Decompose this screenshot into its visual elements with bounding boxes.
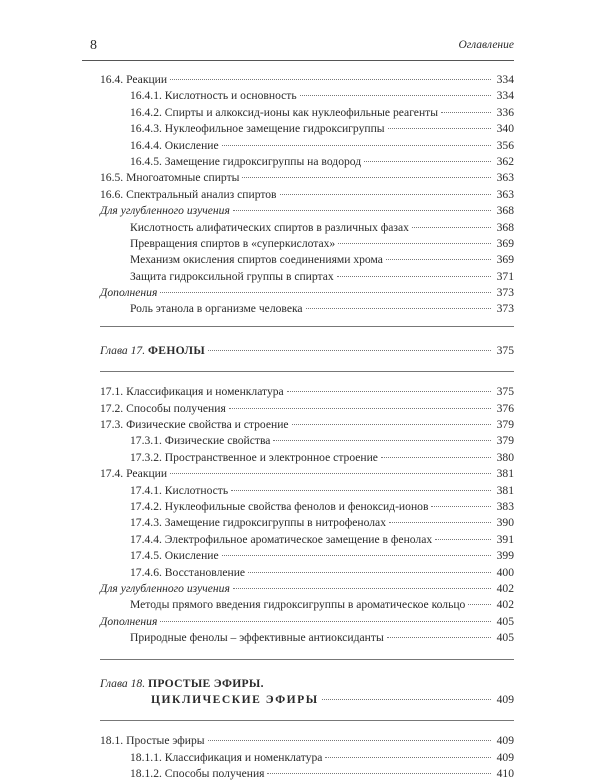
chapter-label: Глава 17.	[100, 343, 146, 357]
section-divider	[100, 326, 514, 327]
toc-entry-label: 17.4. Реакции	[100, 467, 168, 481]
toc-entry[interactable]	[100, 187, 514, 203]
toc-section-17	[100, 384, 514, 646]
toc-entry-label: 17.4.2. Нуклеофильные свойства фенолов и феноксид-ионов	[130, 500, 429, 513]
toc-entry-label: 17.4.5. Окисление	[130, 549, 219, 563]
toc-entry[interactable]	[100, 614, 514, 630]
dot-leader	[338, 242, 491, 244]
toc-entry-label: Дополнения	[100, 614, 158, 628]
toc-entry[interactable]	[100, 733, 514, 749]
dot-leader	[337, 275, 491, 277]
toc-entry-label: 17.3.1. Физические свойства	[130, 434, 271, 448]
toc-section-18	[100, 733, 514, 782]
toc-entry[interactable]	[100, 236, 514, 252]
toc-entry[interactable]	[100, 121, 514, 137]
toc-entry[interactable]	[100, 581, 514, 597]
toc-entry[interactable]	[100, 766, 514, 782]
page-ref: 381	[496, 467, 514, 481]
toc-entry[interactable]	[100, 105, 514, 121]
dot-leader	[233, 587, 491, 589]
toc-entry-label: 18.1. Простые эфиры	[100, 734, 205, 748]
page-header	[82, 38, 514, 61]
dot-leader	[280, 193, 491, 195]
toc-entry[interactable]	[100, 417, 514, 433]
dot-leader	[468, 603, 491, 605]
toc-entry[interactable]	[100, 220, 514, 236]
toc-entry[interactable]	[100, 630, 514, 646]
dot-leader	[273, 439, 491, 441]
page-ref: 380	[496, 450, 514, 464]
toc-entry[interactable]	[100, 285, 514, 301]
chapter-title: ФЕНОЛЫ	[148, 343, 206, 357]
toc-entry-label: Для углубленного изучения	[100, 204, 230, 218]
dot-leader	[208, 349, 491, 351]
running-title: Оглавление	[458, 39, 514, 51]
toc-entry[interactable]	[100, 515, 514, 531]
dot-leader	[306, 307, 491, 309]
page-ref: 390	[496, 516, 514, 530]
toc-entry[interactable]	[100, 88, 514, 104]
dot-leader	[322, 698, 491, 700]
toc-entry[interactable]	[100, 433, 514, 449]
dot-leader	[381, 456, 491, 458]
page-ref: 402	[496, 581, 514, 595]
toc-entry-label: Механизм окисления спиртов соединениями хрома	[130, 253, 383, 267]
toc-entry-label: 17.3. Физические свойства и строение	[100, 418, 289, 432]
chapter-label: Глава 18.	[100, 676, 146, 690]
page-ref: 368	[496, 220, 514, 234]
dot-leader	[267, 772, 491, 774]
page-ref: 405	[496, 631, 514, 645]
toc-entry[interactable]	[100, 72, 514, 88]
page-ref: 375	[496, 385, 514, 399]
toc-entry-label: Природные фенолы – эффективные антиоксиданты	[130, 631, 384, 645]
toc-entry-label: Роль этанола в организме человека	[130, 302, 303, 316]
dot-leader	[300, 94, 491, 96]
page-ref: 369	[496, 253, 514, 267]
page-ref: 373	[496, 302, 514, 316]
toc-entry-label: 16.4. Реакции	[100, 73, 168, 86]
page-ref: 376	[496, 401, 514, 415]
page-ref: 383	[496, 500, 514, 513]
dot-leader	[248, 571, 491, 573]
dot-leader	[389, 521, 491, 523]
dot-leader	[386, 258, 491, 260]
page-ref: 405	[496, 614, 514, 628]
dot-leader	[222, 144, 491, 146]
page-ref: 400	[496, 565, 514, 579]
section-divider	[100, 720, 514, 721]
dot-leader	[387, 636, 491, 638]
page-ref: 409	[496, 734, 514, 748]
dot-leader	[431, 505, 491, 507]
table-of-contents	[100, 72, 514, 783]
toc-entry-label: 18.1.1. Классификация и номенклатура	[130, 750, 323, 764]
dot-leader	[388, 127, 491, 129]
page-ref: 410	[496, 767, 514, 781]
page-ref: 375	[496, 343, 514, 357]
chapter-title-line2: ЦИКЛИЧЕСКИЕ ЭФИРЫ	[151, 692, 319, 706]
dot-leader	[233, 209, 491, 211]
dot-leader	[325, 756, 491, 758]
page-ref: 334	[496, 89, 514, 103]
page-ref: 409	[496, 750, 514, 764]
toc-entry-label: 17.4.3. Замещение гидроксигруппы в нитрофенолах	[130, 516, 387, 530]
dot-leader	[229, 407, 491, 409]
toc-entry[interactable]	[100, 548, 514, 564]
toc-entry[interactable]	[100, 450, 514, 466]
toc-section-16	[100, 72, 514, 318]
toc-entry[interactable]	[100, 384, 514, 400]
dot-leader	[364, 160, 491, 162]
dot-leader	[292, 423, 491, 425]
toc-entry[interactable]	[100, 565, 514, 581]
page-number: 8	[90, 38, 97, 53]
page-ref: 373	[496, 286, 514, 300]
toc-entry-label: Методы прямого введения гидроксигруппы в ароматическое кольцо	[130, 598, 466, 612]
toc-entry[interactable]	[100, 499, 514, 515]
page-ref: 379	[496, 434, 514, 448]
toc-entry-label: 16.4.1. Кислотность и основность	[130, 89, 297, 103]
toc-entry-label: Защита гидроксильной группы в спиртах	[130, 269, 334, 283]
page-ref: 371	[496, 269, 514, 283]
toc-entry[interactable]	[100, 750, 514, 766]
dot-leader	[160, 291, 491, 293]
dot-leader	[242, 176, 491, 178]
toc-entry[interactable]	[100, 597, 514, 613]
toc-entry[interactable]	[100, 401, 514, 417]
toc-entry[interactable]	[100, 203, 514, 219]
toc-entry-label: 16.5. Многоатомные спирты	[100, 171, 240, 185]
section-divider	[100, 659, 514, 660]
dot-leader	[412, 226, 491, 228]
dot-leader	[170, 78, 491, 80]
toc-entry[interactable]	[100, 466, 514, 482]
page-ref: 381	[496, 483, 514, 497]
page-ref: 409	[496, 692, 514, 706]
dot-leader	[170, 472, 491, 474]
toc-entry-label: 16.4.4. Окисление	[130, 138, 219, 152]
toc-entry[interactable]	[100, 154, 514, 170]
page-ref: 399	[496, 549, 514, 563]
toc-entry-label: 17.4.1. Кислотность	[130, 483, 229, 497]
chapter-title-line1: ПРОСТЫЕ ЭФИРЫ.	[148, 676, 264, 690]
page-ref: 340	[496, 122, 514, 136]
page-ref: 336	[496, 105, 514, 119]
toc-entry-label: 16.4.3. Нуклеофильное замещение гидроксигруппы	[130, 122, 385, 136]
chapter-18-heading[interactable]	[100, 672, 514, 713]
dot-leader	[231, 489, 491, 491]
toc-entry[interactable]	[100, 138, 514, 154]
toc-entry[interactable]	[100, 269, 514, 285]
dot-leader	[441, 111, 491, 113]
chapter-17-heading[interactable]	[100, 339, 514, 363]
page-ref: 379	[496, 418, 514, 432]
page-ref: 362	[496, 154, 514, 168]
page-ref: 369	[496, 236, 514, 250]
toc-entry-label: Кислотность алифатических спиртов в различных фазах	[130, 220, 409, 234]
page-ref: 368	[496, 204, 514, 218]
page-ref: 356	[496, 138, 514, 152]
toc-entry[interactable]	[100, 301, 514, 317]
toc-entry-label: Для углубленного изучения	[100, 581, 230, 595]
page-ref: 363	[496, 187, 514, 201]
page-ref: 363	[496, 171, 514, 185]
dot-leader	[208, 739, 491, 741]
dot-leader	[160, 620, 491, 622]
page-ref: 402	[496, 598, 514, 612]
toc-entry[interactable]	[100, 483, 514, 499]
page-ref: 334	[496, 73, 514, 86]
toc-entry[interactable]	[100, 252, 514, 268]
section-divider	[100, 371, 514, 372]
toc-entry-label: 17.3.2. Пространственное и электронное строение	[130, 450, 378, 464]
toc-entry-label: Превращения спиртов в «суперкислотах»	[130, 236, 336, 250]
toc-entry-label: Дополнения	[100, 286, 158, 300]
dot-leader	[222, 554, 491, 556]
toc-entry-label: 17.1. Классификация и номенклатура	[100, 385, 284, 399]
toc-entry-label: 17.4.6. Восстановление	[130, 565, 246, 579]
toc-entry[interactable]	[100, 170, 514, 186]
dot-leader	[287, 390, 491, 392]
dot-leader	[435, 538, 491, 540]
toc-entry[interactable]	[100, 532, 514, 548]
page-ref: 391	[496, 532, 514, 546]
toc-entry-label: 16.4.5. Замещение гидроксигруппы на водород	[130, 154, 362, 168]
toc-entry-label: 16.4.2. Спирты и алкоксид-ионы как нуклеофильные реагенты	[130, 105, 439, 119]
toc-entry-label: 18.1.2. Способы получения	[130, 767, 265, 781]
toc-entry-label: 17.4.4. Электрофильное ароматическое замещение в фенолах	[130, 532, 433, 546]
toc-entry-label: 17.2. Способы получения	[100, 401, 226, 415]
toc-entry-label: 16.6. Спектральный анализ спиртов	[100, 187, 277, 201]
